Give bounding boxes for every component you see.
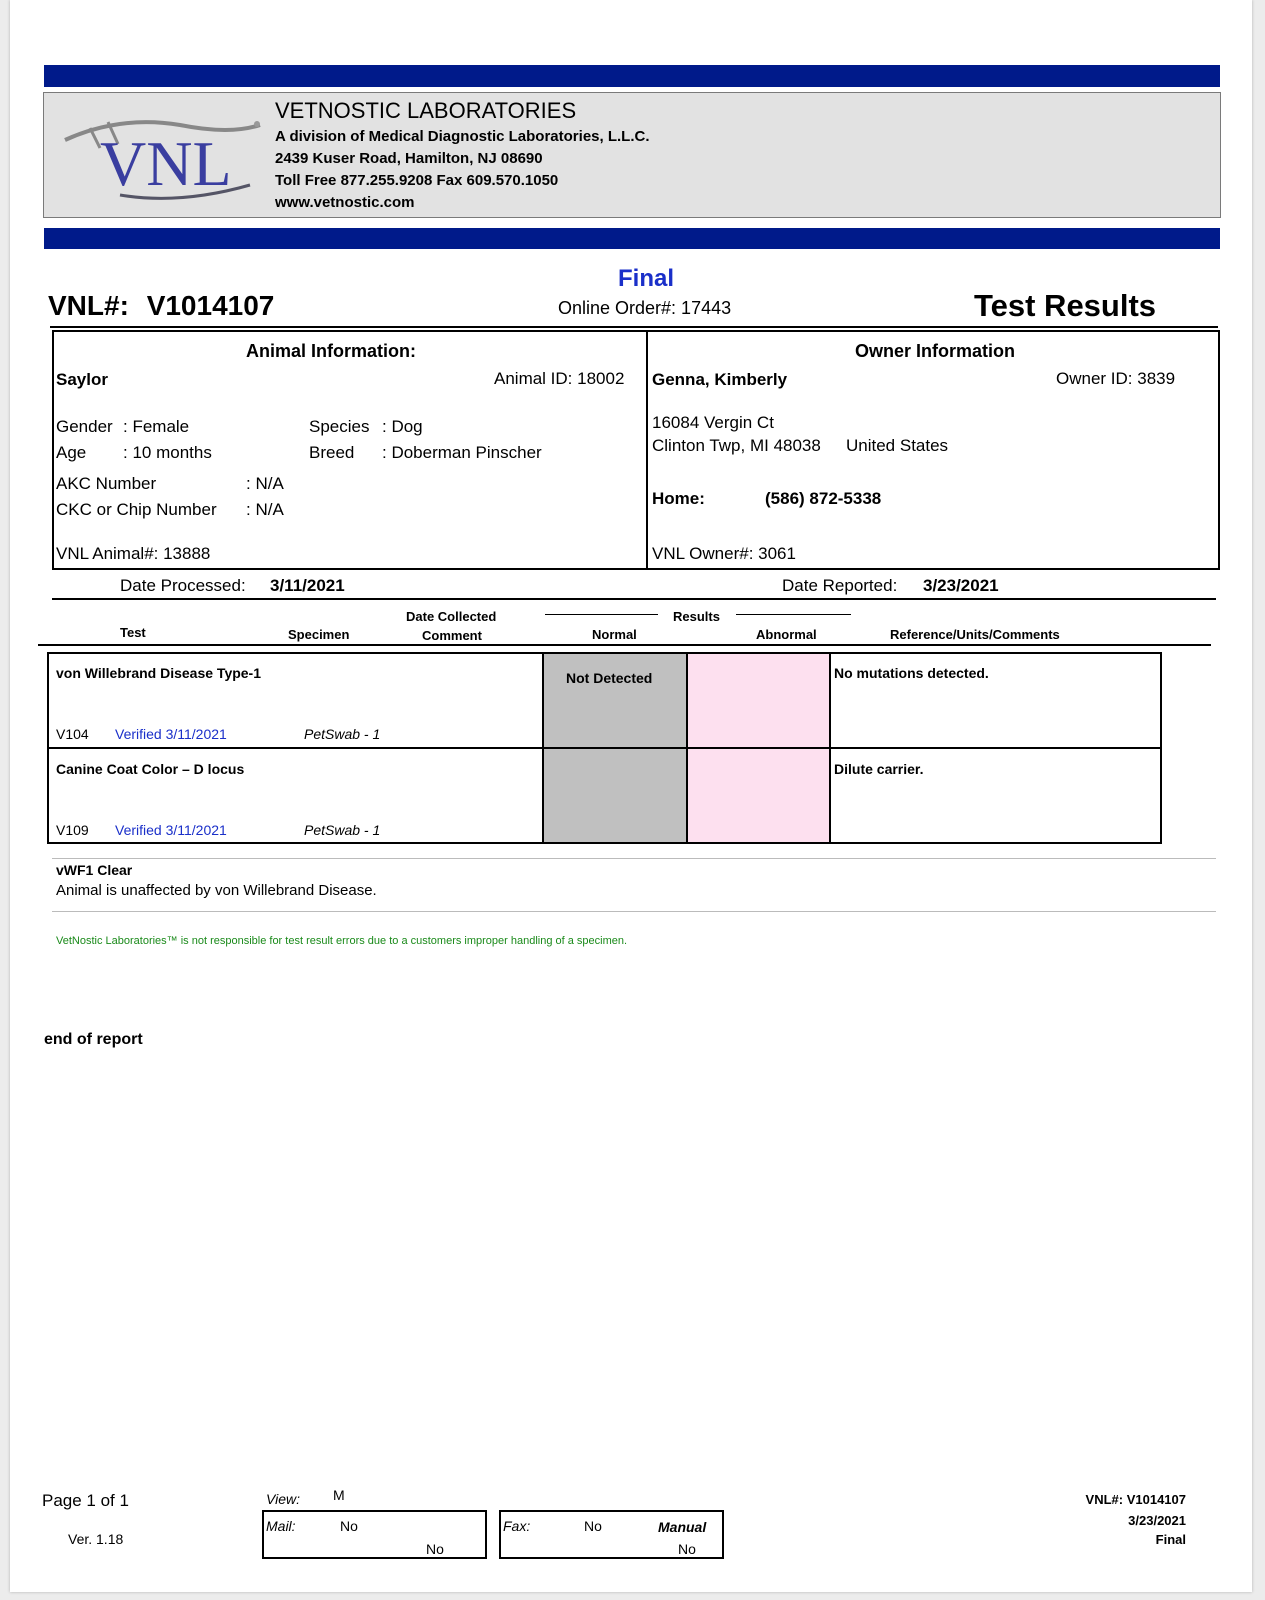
lab-address: 2439 Kuser Road, Hamilton, NJ 08690: [275, 150, 543, 167]
date-processed-label: Date Processed:: [120, 576, 246, 595]
col-date-collected: Date Collected: [406, 609, 497, 624]
test-specimen: PetSwab - 1: [304, 822, 381, 838]
owner-country: United States: [846, 436, 949, 455]
vnl-owner-number: VNL Owner#: 3061: [652, 544, 796, 563]
col-specimen: Specimen: [288, 627, 350, 642]
owner-city: Clinton Twp, MI 48038: [652, 436, 821, 455]
dates-divider: [52, 598, 1216, 600]
manual-label: Manual: [658, 1519, 707, 1535]
owner-section-title: Owner Information: [855, 341, 1016, 361]
end-of-report: end of report: [44, 1031, 143, 1048]
vnl-number: V1014107: [146, 290, 275, 321]
ckc-label: CKC or Chip Number: [56, 500, 217, 519]
test-code: V109: [56, 822, 89, 838]
header-bottom-bar: [44, 228, 1220, 249]
lab-phone: Toll Free 877.255.9208 Fax 609.570.1050: [275, 172, 559, 189]
fax-value: No: [584, 1518, 602, 1534]
online-order: Online Order#: 17443: [558, 298, 732, 318]
test-specimen: PetSwab - 1: [304, 726, 381, 742]
akc-label: AKC Number: [56, 474, 157, 493]
vnl-logo: [60, 110, 275, 210]
normal-cell: [542, 747, 688, 844]
col-test: Test: [120, 625, 146, 640]
results-line-right: [736, 614, 851, 615]
view-value: M: [333, 1487, 345, 1503]
view-label: View:: [266, 1491, 300, 1507]
version: Ver. 1.18: [68, 1531, 124, 1547]
home-label: Home:: [652, 489, 705, 508]
manual-value: No: [678, 1541, 696, 1557]
test-code: V104: [56, 726, 89, 742]
home-phone: (586) 872-5338: [765, 489, 882, 508]
test-name: Canine Coat Color – D locus: [56, 761, 245, 777]
interpretation-title: vWF1 Clear: [56, 862, 133, 878]
footer-vnl: VNL#: V1014107: [1085, 1492, 1186, 1507]
col-normal: Normal: [592, 627, 637, 642]
table-bottom-divider: [52, 858, 1216, 859]
breed-label: Breed: [309, 443, 355, 462]
akc-value: : N/A: [246, 474, 284, 493]
age-label: Age: [56, 443, 87, 462]
page-number: Page 1 of 1: [42, 1491, 129, 1510]
normal-cell: [542, 652, 688, 749]
lab-division: A division of Medical Diagnostic Laboratories, L.L.C.: [275, 128, 650, 145]
species-value: : Dog: [382, 417, 423, 436]
fax-label: Fax:: [503, 1518, 531, 1534]
col-abnormal: Abnormal: [756, 627, 817, 642]
logo-text: VNL: [100, 128, 232, 199]
animal-name: Saylor: [56, 370, 108, 389]
footer-date: 3/23/2021: [1128, 1513, 1186, 1528]
owner-street: 16084 Vergin Ct: [652, 413, 774, 432]
vnl-number-label: [48, 290, 274, 322]
lab-name: VETNOSTIC LABORATORIES: [275, 98, 577, 123]
normal-result: Not Detected: [566, 670, 653, 686]
animal-section-title: Animal Information:: [246, 341, 416, 361]
date-reported: 3/23/2021: [923, 576, 999, 595]
interpretation-divider: [52, 911, 1216, 912]
lab-website[interactable]: www.vetnostic.com: [275, 194, 415, 211]
test-verified: Verified 3/11/2021: [115, 726, 227, 742]
col-reference: Reference/Units/Comments: [890, 627, 1060, 642]
mail-value: No: [340, 1518, 358, 1534]
mail-value-2: No: [426, 1541, 444, 1557]
gender-value: : Female: [123, 417, 190, 436]
animal-id: Animal ID: 18002: [494, 369, 625, 388]
ckc-value: : N/A: [246, 500, 284, 519]
report-status: Final: [618, 265, 675, 292]
info-divider: [646, 330, 648, 568]
test-comment: Dilute carrier.: [834, 761, 924, 777]
owner-id: Owner ID: 3839: [1056, 369, 1176, 388]
report-page: [10, 0, 1252, 1592]
info-box: [52, 330, 1220, 570]
abnormal-cell: [686, 652, 831, 749]
age-value: : 10 months: [123, 443, 212, 462]
footer-status: Final: [1155, 1532, 1186, 1547]
results-line-left: [545, 614, 658, 615]
species-label: Species: [309, 417, 370, 436]
header-divider: [38, 644, 1211, 646]
col-results: Results: [673, 609, 720, 624]
mail-label: Mail:: [266, 1518, 296, 1534]
test-verified: Verified 3/11/2021: [115, 822, 227, 838]
col-comment: Comment: [422, 628, 482, 643]
date-reported-label: Date Reported:: [782, 576, 898, 595]
disclaimer: VetNostic Laboratories™ is not responsible for test result errors due to a customers improper handling of a specimen.: [56, 935, 628, 947]
date-processed: 3/11/2021: [270, 576, 345, 595]
test-name: von Willebrand Disease Type-1: [56, 665, 262, 681]
owner-name: Genna, Kimberly: [652, 370, 788, 389]
abnormal-cell: [686, 747, 831, 844]
test-comment: No mutations detected.: [834, 665, 989, 681]
vnl-animal-number: VNL Animal#: 13888: [56, 544, 211, 563]
report-title: Test Results: [974, 288, 1157, 323]
breed-value: : Doberman Pinscher: [382, 443, 542, 462]
title-divider: [50, 326, 1218, 328]
header-top-bar: [44, 65, 1220, 87]
interpretation-text: Animal is unaffected by von Willebrand Disease.: [56, 882, 377, 899]
vnl-label: VNL#:: [48, 290, 129, 321]
gender-label: Gender: [56, 417, 113, 436]
